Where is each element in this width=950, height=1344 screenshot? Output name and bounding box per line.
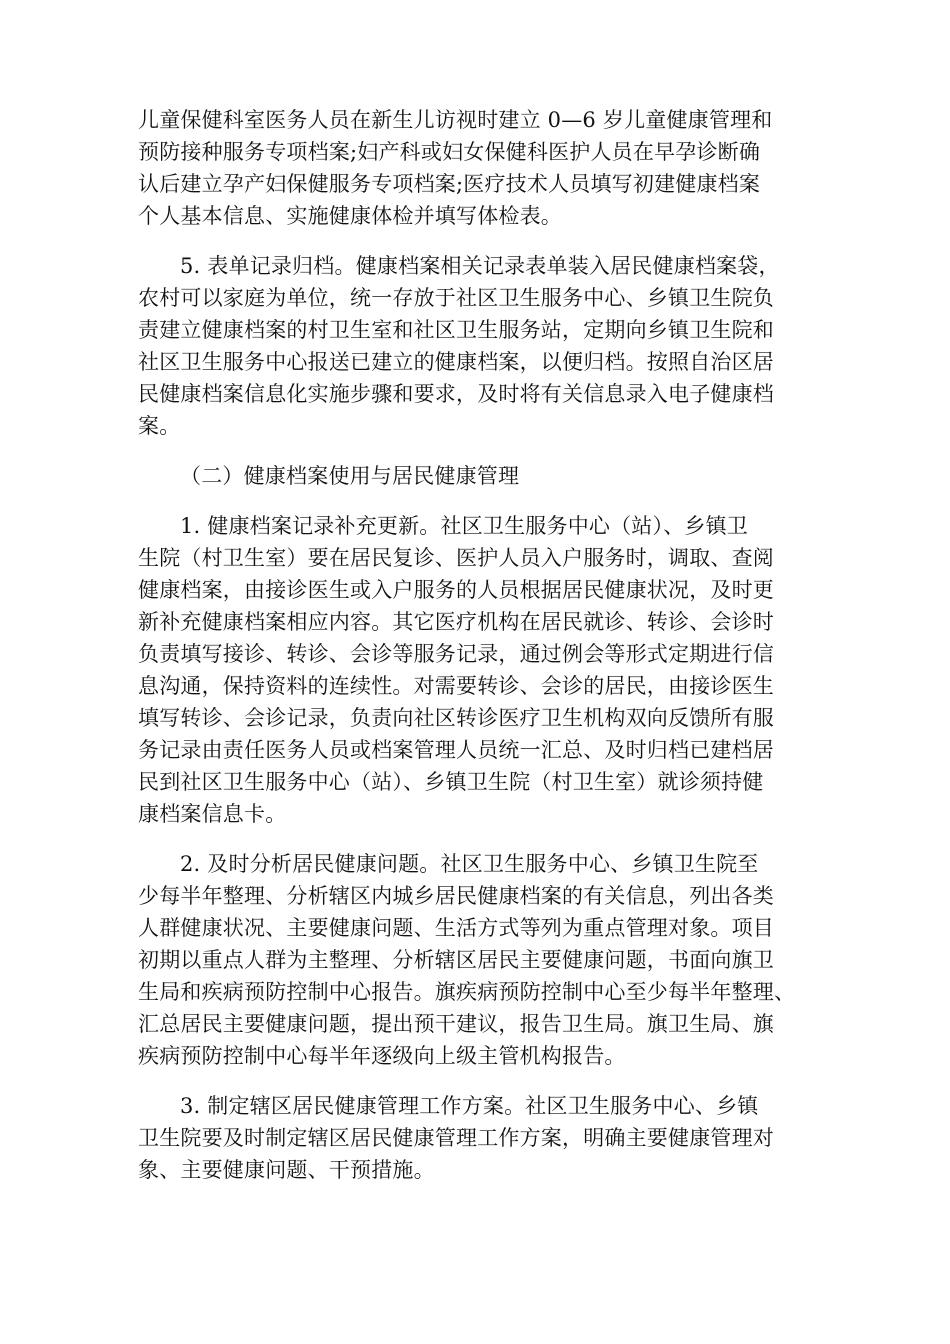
- text-line: 人群健康状况、主要健康问题、生活方式等列为重点管理对象。项目: [138, 916, 774, 940]
- text-line: 5. 表单记录归档。健康档案相关记录表单装入居民健康档案袋，: [180, 254, 780, 278]
- text-line: 2. 及时分析居民健康问题。社区卫生服务中心、乡镇卫生院至: [180, 852, 759, 876]
- text-line: 认后建立孕产妇保健服务专项档案;医疗技术人员填写初建健康档案: [138, 172, 761, 196]
- text-line: 民健康档案信息化实施步骤和要求，及时将有关信息录入电子健康档: [138, 382, 774, 406]
- text-line: 预防接种服务专项档案;妇产科或妇女保健科医护人员在早孕诊断确: [138, 140, 761, 164]
- paragraph-gap: [138, 442, 822, 460]
- text-line: 儿童保健科室医务人员在新生儿访视时建立 0—6 岁儿童健康管理和: [138, 108, 773, 132]
- text-line: 生院（村卫生室）要在居民复诊、医护人员入户服务时，调取、查阅: [138, 546, 774, 570]
- text-line: 象、主要健康问题、干预措施。: [138, 1158, 435, 1182]
- text-line: 务记录由责任医务人员或档案管理人员统一汇总、及时归档已建档居: [138, 738, 774, 762]
- paragraph-continuation: [138, 104, 822, 232]
- text-line: 卫生院要及时制定辖区居民健康管理工作方案，明确主要健康管理对: [138, 1126, 774, 1150]
- paragraph-item-2: [138, 848, 822, 1072]
- text-line: 健康档案，由接诊医生或入户服务的人员根据居民健康状况，及时更: [138, 578, 774, 602]
- text-line: 农村可以家庭为单位，统一存放于社区卫生服务中心、乡镇卫生院负: [138, 286, 774, 310]
- text-line: 新补充健康档案相应内容。其它医疗机构在居民就诊、转诊、会诊时: [138, 610, 774, 634]
- text-line: 生局和疾病预防控制中心报告。旗疾病预防控制中心至少每半年整理、: [138, 980, 796, 1004]
- text-line: 负责填写接诊、转诊、会诊等服务记录，通过例会等形式定期进行信: [138, 642, 774, 666]
- paragraph-item-1: [138, 510, 822, 830]
- section-heading-text: （二）健康档案使用与居民健康管理: [180, 464, 520, 488]
- paragraph-gap: [138, 1072, 822, 1090]
- text-line: 康档案信息卡。: [138, 802, 287, 826]
- section-heading: [138, 460, 822, 492]
- text-line: 个人基本信息、实施健康体检并填写体检表。: [138, 204, 562, 228]
- text-line: 息沟通，保持资料的连续性。对需要转诊、会诊的居民，由接诊医生: [138, 674, 774, 698]
- text-line: 案。: [138, 414, 181, 438]
- paragraph-gap: [138, 232, 822, 250]
- paragraph-gap: [138, 830, 822, 848]
- text-line: 少每半年整理、分析辖区内城乡居民健康档案的有关信息，列出各类: [138, 884, 774, 908]
- text-line: 责建立健康档案的村卫生室和社区卫生服务站，定期向乡镇卫生院和: [138, 318, 774, 342]
- paragraph-item-3: [138, 1090, 822, 1186]
- text-line: 1. 健康档案记录补充更新。社区卫生服务中心（站）、乡镇卫: [180, 514, 749, 538]
- text-line: 疾病预防控制中心每半年逐级向上级主管机构报告。: [138, 1044, 626, 1068]
- text-line: 社区卫生服务中心报送已建立的健康档案，以便归档。按照自治区居: [138, 350, 774, 374]
- document-page: [138, 104, 822, 1186]
- paragraph-item-5: [138, 250, 822, 442]
- text-line: 3. 制定辖区居民健康管理工作方案。社区卫生服务中心、乡镇: [180, 1094, 759, 1118]
- text-line: 汇总居民主要健康问题，提出预干建议，报告卫生局。旗卫生局、旗: [138, 1012, 774, 1036]
- text-line: 初期以重点人群为主整理、分析辖区居民主要健康问题，书面向旗卫: [138, 948, 774, 972]
- text-line: 填写转诊、会诊记录，负责向社区转诊医疗卫生机构双向反馈所有服: [138, 706, 774, 730]
- text-line: 民到社区卫生服务中心（站）、乡镇卫生院（村卫生室）就诊须持健: [138, 770, 764, 794]
- paragraph-gap: [138, 492, 822, 510]
